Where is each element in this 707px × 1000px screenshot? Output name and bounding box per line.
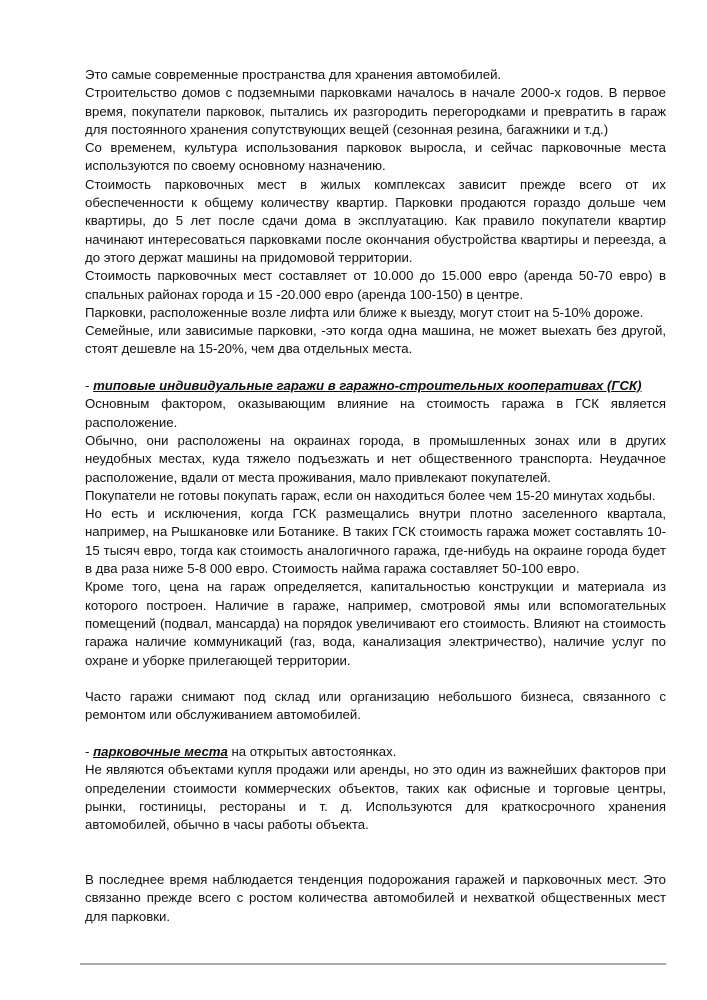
- heading-parking-suffix: на открытых автостоянках.: [227, 743, 397, 759]
- paragraph-open-parking: Не являются объектами купля продажи или аренды, но это один из важнейших факторов при определении стоимости коммерческих объектов, таких как офисные и торговые центры, рынки, гостиницы, рестораны и т. д. Используются для краткосрочного хранения автомобилей, обычно в часы работы объекта.: [85, 762, 666, 833]
- paragraph-underground-parking-history: Строительство домов с подземными парковками началось в начале 2000-х годов. В первое время, покупатели парковок, пытались их разгородить перегородками и превратить в гараж для постоянного хранения сопутствующих вещей (сезонная резина, багажники и т.д.): [85, 85, 666, 137]
- paragraph-garage-business-use: Часто гаражи снимают под склад или организацию небольшого бизнеса, связанного с ремонтом или обслуживанием автомобилей.: [85, 689, 666, 723]
- paragraph-parking-prices: Стоимость парковочных мест составляет от 10.000 до 15.000 евро (аренда 50-70 евро) в спальных районах города и 15 -20.000 евро (аренда 100-150) в центре.: [85, 268, 666, 302]
- spacer: [85, 853, 666, 871]
- heading-dash: -: [85, 743, 94, 759]
- heading-dash: -: [85, 378, 94, 394]
- document-page: [85, 66, 666, 926]
- paragraph-garage-walking-distance: Покупатели не готовы покупать гараж, если он находиться более чем 15-20 минутах ходьбы.: [85, 487, 656, 503]
- paragraph-parking-cost-factors: Стоимость парковочных мест в жилых комплексах зависит прежде всего от их обеспеченности к общему количеству квартир. Парковки продаются гораздо дольше чем квартиры, до 5 лет после сдачи дома в эксплуатацию. Как правило покупатели квартир начинают интересоваться парковками после окончания обустройства квартиры и переезда, а до этого держат машины на придомовой территории.: [85, 176, 666, 265]
- paragraph-intro: Это самые современные пространства для хранения автомобилей.: [85, 67, 502, 82]
- paragraph-garage-exceptions: Но есть и исключения, когда ГСК размещались внутри плотно заселенного квартала, например, на Рышкановке или Ботанике. В таких ГСК стоимость гаража может составлять 10-15 тысяч евро, тогда как стоимость аналогичного гаража, где-нибудь на окраине города будет в два раза ниже 5-8 000 евро. Стоимость найма гаража составляет 50-100 евро.: [85, 506, 666, 577]
- paragraph-conclusion: В последнее время наблюдается тенденция подорожания гаражей и парковочных мест. Это связанно прежде всего с ростом количества автомобилей и нехваткой общественных мест для парковки.: [85, 872, 666, 924]
- paragraph-family-parking: Семейные, или зависимые парковки, -это когда одна машина, не может выехать без другой, стоят дешевле на 15-20%, чем два отдельных места.: [85, 323, 666, 357]
- section-heading-parking: [85, 743, 666, 761]
- paragraph-parking-elevator-premium: Парковки, расположенные возле лифта или ближе к выезду, могут стоит на 5-10% дороже.: [85, 304, 644, 320]
- spacer: [85, 670, 666, 688]
- section-heading-garages: [85, 377, 666, 395]
- spacer: [85, 834, 666, 852]
- spacer: [85, 725, 666, 743]
- heading-parking-text: парковочные места: [93, 743, 228, 759]
- footer-divider: [80, 963, 666, 965]
- spacer: [85, 359, 666, 377]
- heading-garages-text: типовые индивидуальные гаражи в гаражно-строительных кооперативах (ГСК): [93, 378, 642, 394]
- paragraph-garage-location-factor: Основным фактором, оказывающим влияние на стоимость гаража в ГСК является расположение.: [85, 396, 666, 430]
- paragraph-garage-outskirts: Обычно, они расположены на окраинах города, в промышленных зонах или в других неудобных местах, куда тяжело подъезжать и нет общественного транспорта. Неудачное расположение, вдали от места проживания, мало привлекают покупателей.: [85, 432, 666, 485]
- paragraph-parking-culture: Со временем, культура использования парковок выросла, и сейчас парковочные места используются по своему основному назначению.: [85, 140, 666, 174]
- paragraph-garage-construction-factors: Кроме того, цена на гараж определяется, капитальностью конструкции и материала из которого построен. Наличие в гараже, например, смотровой ямы или вспомогательных помещений (подвал, мансарда) на порядок увеличивают его стоимость. Влияют на стоимость гаража наличие коммуникаций (газ, вода, канализация электричество), наличие услуг по охране и уборке прилегающей территории.: [85, 579, 666, 668]
